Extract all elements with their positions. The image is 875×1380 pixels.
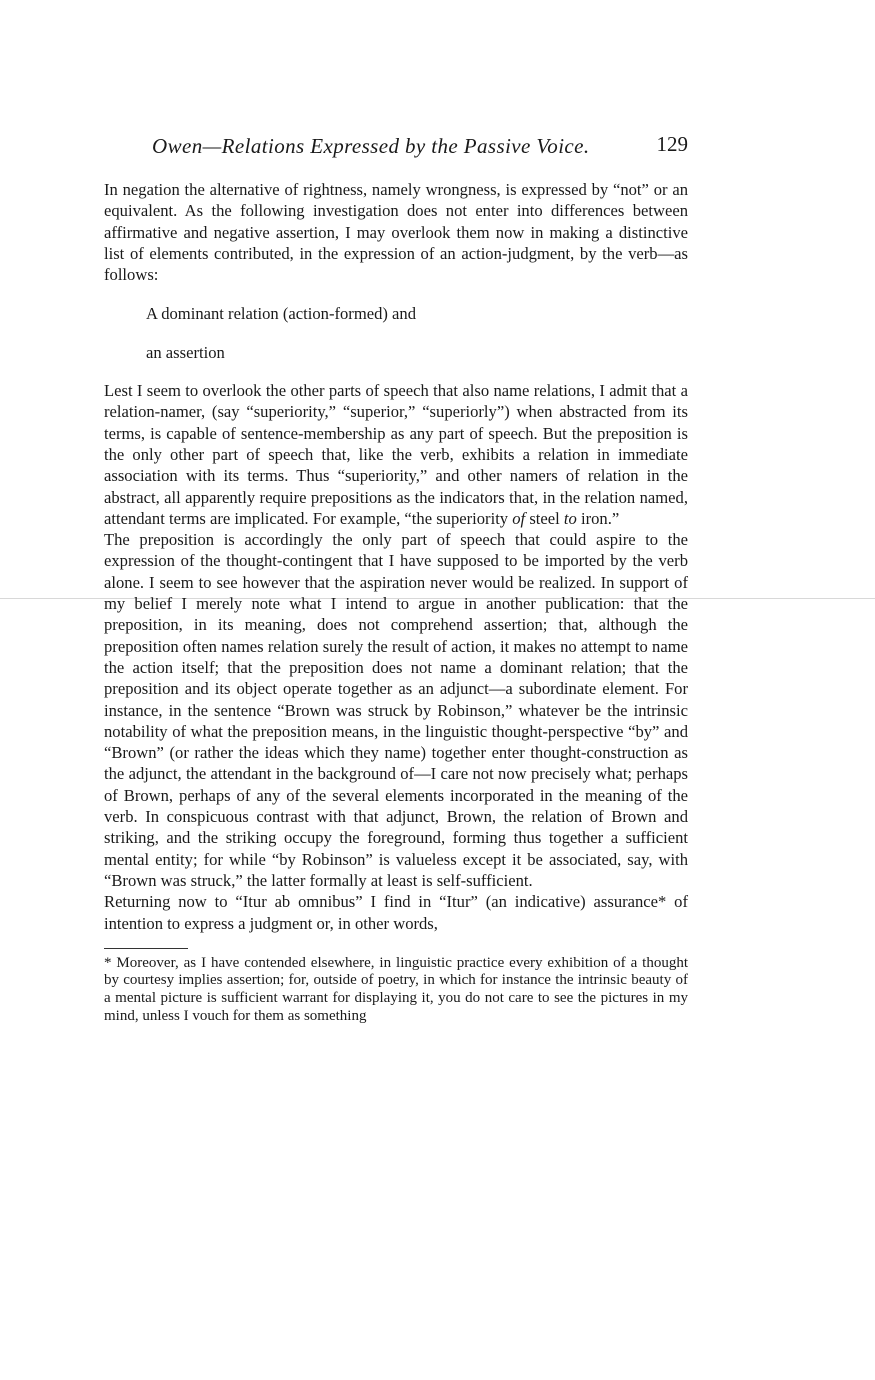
paragraph-text: Lest I seem to overlook the other parts of speech that also name relations, I admit that a relation-namer, (say “superiority,” “superior,” “superiorly”) when abstracted from its terms, is capable of sentence-membership as any part of speech. But the preposition is the only other part of speech that, like the verb, exhibits a relation in immediate association with its terms. Thus “superiority,” and other namers of relation in the abstract, all apparently require prepositions as the indicators that, in the relation named, attendant terms are implicated. For example, “the superiority xyxy=(104,381,688,528)
italic-to: to xyxy=(563,508,577,528)
paragraph-text: steel xyxy=(525,508,564,528)
paragraph-itur: Returning now to “Itur ab omnibus” I find in “Itur” (an indicative) assurance* of intention to express a judgment or, in other words, xyxy=(104,892,688,933)
paragraph-text: iron.” xyxy=(576,508,620,528)
paragraph-negation: In negation the alternative of rightness, namely wrongness, is expressed by “not” or an equivalent. As the following investigation does not enter into differences between affirmative and negative assertion, I may overlook them now in making a distinctive list of elements contributed, in the expression of an action-judgment, by the verb—as follows: xyxy=(104,180,688,285)
document-page xyxy=(104,128,688,1025)
footnote: * Moreover, as I have contended elsewhere, in linguistic practice every exhibition of a thought by courtesy implies assertion; for, outside of poetry, in which for instance the intrinsic beauty of a mental picture is sufficient warrant for displaying it, you do not care to see the pictures in my mind, unless I vouch for them as something xyxy=(104,954,688,1024)
list-item-dominant-relation: A dominant relation (action-formed) and xyxy=(146,304,417,324)
footnote-rule xyxy=(104,948,188,949)
page-header xyxy=(104,128,688,164)
running-head: Owen—Relations Expressed by the Passive Voice. xyxy=(152,134,590,158)
body-text xyxy=(104,179,688,934)
element-list xyxy=(146,303,688,363)
paragraph-preposition: The preposition is accordingly the only part of speech that could aspire to the expression of the thought-contingent that I have supposed to be imported by the verb alone. I seem to see however that the aspiration never would be realized. In support of my belief I merely note what I intend to argue in another publication: that the preposition, in its meaning, does not comprehend assertion; that, although the preposition often names relation surely the result of action, it makes no attempt to name the action itself; that the preposition does not name a dominant relation; that the preposition and its object operate together as an adjunct—a subordinate element. For instance, in the sentence “Brown was struck by Robinson,” whatever be the intrinsic notability of what the preposition means, in the linguistic thought-perspective “by” and “Brown” (or rather the ideas which they name) together enter thought-construction as the adjunct, the attendant in the background of—I care not now precisely what; perhaps of Brown, perhaps of any of the several elements incorporated in the meaning of the verb. In conspicuous contrast with that adjunct, Brown, the relation of Brown and striking, and the striking occupy the foreground, forming thus together a sufficient mental entity; for while “by Robinson” is valueless except it be associated, say, with “Brown was struck,” the latter formally at least is self-sufficient. xyxy=(104,530,688,890)
list-item-assertion: an assertion xyxy=(146,342,225,362)
italic-of: of xyxy=(512,508,526,528)
paragraph-relation-namers xyxy=(104,380,688,529)
page-number: 129 xyxy=(656,132,688,156)
